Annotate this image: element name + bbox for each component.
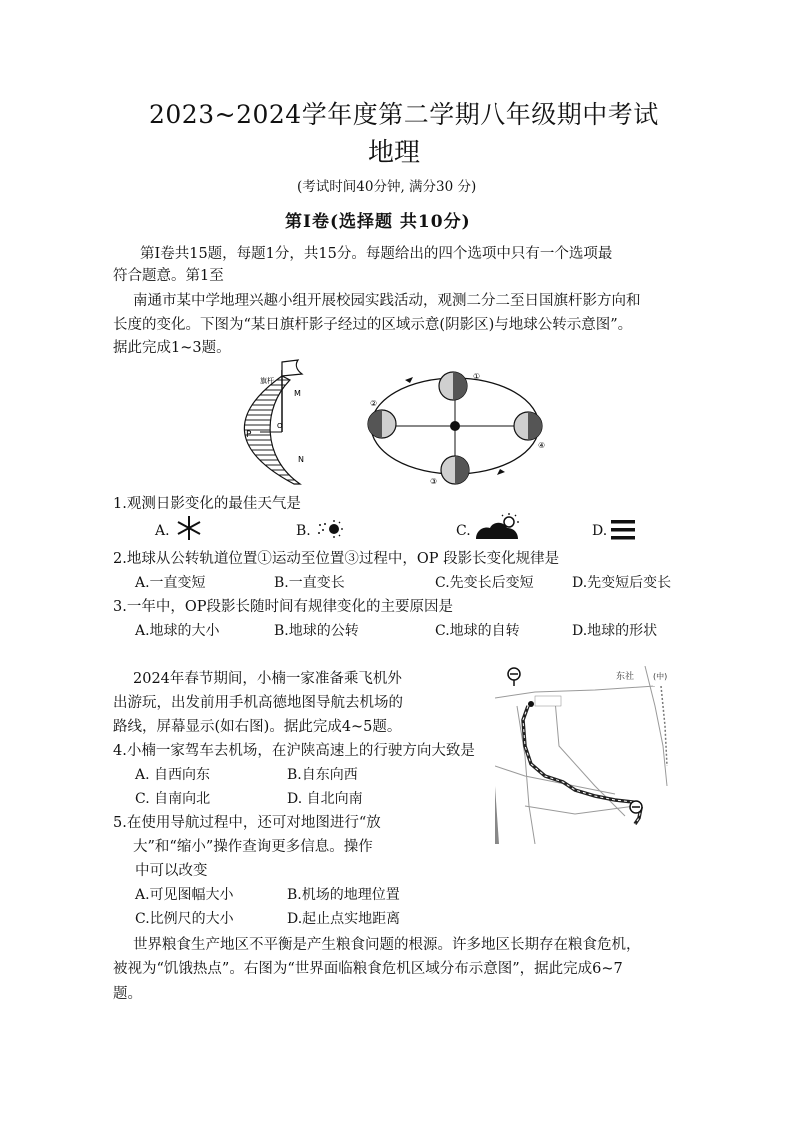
label-m: M — [294, 389, 301, 398]
q4-option-c[interactable]: C. 自南向北 — [135, 791, 211, 807]
flagpole-label: 旗杆 — [260, 377, 274, 385]
q2-option-d[interactable]: D.先变短后变长 — [572, 575, 672, 591]
rain-sun-icon — [317, 519, 343, 539]
svg-text:④: ④ — [538, 441, 546, 450]
passage2-line3: 路线，屏幕显示(如右图)。据此完成4~5题。 — [113, 719, 402, 735]
q5-option-a[interactable]: A.可见图幅大小 — [135, 887, 234, 903]
q1-option-a[interactable]: A. — [155, 523, 170, 539]
section-intro-line2: 符合题意。第1至 — [113, 268, 224, 284]
cloudy-sun-icon — [474, 512, 520, 540]
exam-note: (考试时间40分钟, 满分30 分) — [297, 179, 477, 195]
passage3-line2: 被视为“饥饿热点”。右图为“世界面临粮食危机区域分布示意图”，据此完成6~7 — [113, 961, 623, 977]
flag-icon — [282, 360, 302, 376]
earth-orbit-figure — [360, 358, 560, 490]
passage1-line2: 长度的变化。下图为“某日旗杆影子经过的区域示意(阴影区)与地球公转示意图”。 — [113, 317, 633, 333]
label-o: O — [277, 422, 283, 430]
q1-option-d[interactable]: D. — [592, 523, 608, 539]
q3-option-b[interactable]: B.地球的公转 — [274, 623, 359, 639]
q5-option-b[interactable]: B.机场的地理位置 — [287, 887, 400, 903]
q3-stem: 3.一年中，OP段影长随时间有规律变化的主要原因是 — [113, 599, 453, 615]
q4-option-b[interactable]: B.自东向西 — [287, 767, 358, 783]
section-title: 第Ⅰ卷(选择题 共10分) — [285, 212, 471, 232]
label-p: P — [246, 430, 252, 440]
exam-title: 2023~2024学年度第二学期八年级期中考试 — [149, 100, 659, 129]
earth-position-2 — [368, 399, 396, 438]
q5-stem-line1: 5.在使用导航过程中，还可对地图进行“放 — [113, 815, 381, 831]
passage2-line2: 出游玩，出发前用手机高德地图导航去机场的 — [113, 695, 403, 711]
q5-stem-line3: 中可以改变 — [135, 863, 208, 879]
q1-option-b[interactable]: B. — [296, 523, 311, 539]
end-pin-icon — [630, 801, 642, 813]
origin-dot-icon — [528, 701, 534, 707]
passage2-line1: 2024年春节期间，小楠一家准备乘飞机外 — [133, 671, 402, 687]
q4-option-a[interactable]: A. 自西向东 — [135, 767, 211, 783]
flagpole-shadow-figure — [242, 358, 332, 490]
q5-option-d[interactable]: D.起止点实地距离 — [287, 911, 401, 927]
q2-option-b[interactable]: B.一直变长 — [274, 575, 345, 591]
passage1-line1: 南通市某中学地理兴趣小组开展校园实践活动，观测二分二至日国旗杆影方向和 — [133, 293, 641, 309]
svg-text:②: ② — [370, 399, 378, 408]
section-intro-line1: 第Ⅰ卷共15题，每题1分，共15分。每题给出的四个选项中只有一个选项最 — [140, 246, 613, 262]
map-label-paren: (中) — [653, 672, 668, 681]
q3-option-d[interactable]: D.地球的形状 — [572, 623, 658, 639]
q5-stem-line2: 大”和“缩小”操作查询更多信息。操作 — [133, 839, 373, 855]
earth-position-4 — [514, 412, 545, 450]
passage1-line3: 据此完成1~3题。 — [113, 340, 231, 356]
earth-position-1 — [439, 372, 480, 400]
navigation-map — [495, 666, 670, 844]
q1-stem: 1.观测日影变化的最佳天气是 — [113, 496, 301, 512]
q2-option-a[interactable]: A.一直变短 — [135, 575, 206, 591]
passage3-line3: 题。 — [113, 986, 142, 1002]
earth-position-3 — [430, 456, 469, 486]
snow-icon — [176, 515, 202, 541]
q1-option-c[interactable]: C. — [456, 523, 471, 539]
label-n: N — [298, 455, 304, 464]
passage3-line1: 世界粮食生产地区不平衡是产生粮食问题的根源。许多地区长期存在粮食危机， — [133, 937, 641, 953]
q5-option-c[interactable]: C.比例尺的大小 — [135, 911, 234, 927]
q2-option-c[interactable]: C.先变长后变短 — [435, 575, 534, 591]
q4-stem: 4.小楠一家驾车去机场，在沪陕高速上的行驶方向大致是 — [113, 743, 475, 759]
subject-title: 地理 — [368, 138, 421, 168]
svg-text:①: ① — [473, 372, 481, 381]
q3-option-c[interactable]: C.地球的自转 — [435, 623, 520, 639]
fog-icon — [611, 519, 635, 541]
svg-text:③: ③ — [430, 477, 438, 486]
map-label-dongshe: 东社 — [616, 672, 635, 682]
q2-stem: 2.地球从公转轨道位置①运动至位置③过程中，OP 段影长变化规律是 — [113, 551, 560, 567]
sun-icon — [450, 421, 460, 431]
q3-option-a[interactable]: A.地球的大小 — [135, 623, 220, 639]
q4-option-d[interactable]: D. 自北向南 — [287, 791, 363, 807]
